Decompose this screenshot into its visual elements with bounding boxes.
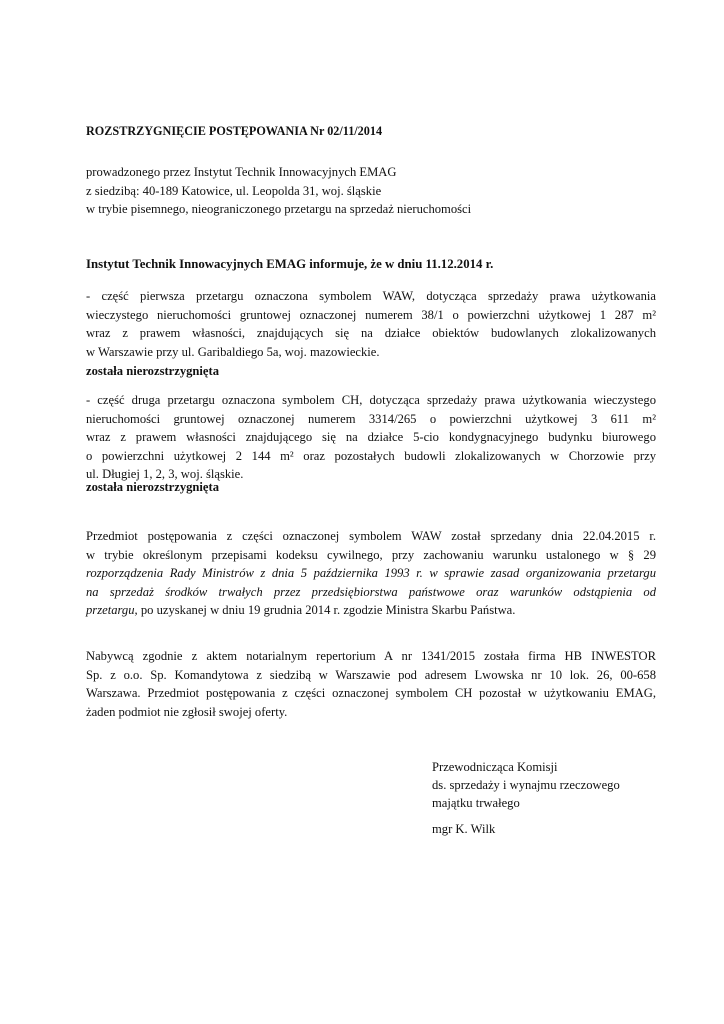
paragraph-line: Warszawa. Przedmiot postępowania z części oznaczonej symbolem CH pozostał w użytkowaniu EMAG, [86,686,656,700]
paragraph-line: wraz z prawem własności, znajdujących się na działce obiektów budowlanych zlokalizowanych [86,326,656,340]
paragraph-line: wraz z prawem własności znajdującego się na działce 5-cio kondygnacyjnego budynku biurowego [86,430,656,444]
signature-role: Przewodnicząca Komisji [432,760,558,774]
paragraph-line: w Warszawie przy ul. Garibaldiego 5a, woj. mazowieckie. [86,344,380,359]
intro-line: prowadzonego przez Instytut Technik Innowacyjnych EMAG [86,165,397,179]
italic-text: na sprzedaż środków trwałych przez przedsiębiorstwa państwowe oraz warunków odstąpienia od [86,584,656,599]
paragraph-line: - część druga przetargu oznaczona symbolem CH, dotycząca sprzedaży prawa użytkowania wieczystego [86,393,656,407]
paragraph-line-italic [86,564,656,583]
paragraph-line: żaden podmiot nie zgłosił swojej oferty. [86,704,288,719]
buyer-paragraph [86,647,656,721]
signature-role: ds. sprzedaży i wynajmu rzeczowego [432,778,620,792]
paragraph-line: w trybie określonym przepisami kodeksu cywilnego, przy zachowaniu warunku ustalonego w § 29 [86,547,656,562]
intro-section [86,163,656,219]
title-text: ROZSTRZYGNIĘCIE POSTĘPOWANIA Nr 02/11/2014 [86,124,383,138]
informs-text: Instytut Technik Innowacyjnych EMAG informuje, że w dniu 11.12.2014 r. [86,257,494,271]
paragraph-line: Nabywcą zgodnie z aktem notarialnym repertorium A nr 1341/2015 została firma HB INWESTOR [86,649,656,663]
paragraph-line [86,601,656,620]
plain-text: po uzyskanej w dniu 19 grudnia 2014 r. zgodzie Ministra Skarbu Państwa. [137,603,516,617]
part-one-paragraph [86,287,656,361]
intro-line: z siedzibą: 40-189 Katowice, ul. Leopolda 31, woj. śląskie [86,183,382,198]
part-two-paragraph [86,391,656,484]
status-text: została nierozstrzygnięta [86,364,220,378]
italic-text: przetargu, [86,603,138,617]
document-title [86,122,656,141]
paragraph-line: ul. Długiej 1, 2, 3, woj. śląskie. [86,467,244,481]
paragraph-line: - część pierwsza przetargu oznaczona symbolem WAW, dotycząca sprzedaży prawa użytkowania [86,289,656,303]
part-two-status [86,478,656,497]
italic-text: rozporządzenia Rady Ministrów z dnia 5 października 1993 r. w sprawie zasad organizowania przetargu [86,566,656,580]
status-text: została nierozstrzygnięta [86,480,220,494]
intro-line: w trybie pisemnego, nieograniczonego przetargu na sprzedaż nieruchomości [86,202,472,216]
paragraph-line: nieruchomości gruntowej oznaczonej numerem 3314/265 o powierzchni użytkowej 3 611 m² [86,411,656,426]
informs-heading [86,255,656,274]
signature-block [432,758,672,838]
paragraph-line: o powierzchni użytkowej 2 144 m² oraz pozostałych budowli zlokalizowanych w Chorzowie przy [86,448,656,463]
paragraph-line: Przedmiot postępowania z części oznaczonej symbolem WAW został sprzedany dnia 22.04.2015 r. [86,529,656,543]
part-one-status [86,362,656,381]
sale-paragraph [86,527,656,620]
paragraph-line: Sp. z o.o. Sp. Komandytowa z siedzibą w Warszawie pod adresem Lwowska nr 10 lok. 26, 00-658 [86,667,656,682]
paragraph-line: wieczystego nieruchomości gruntowej oznaczonej numerem 38/1 o powierzchni użytkowej 1 287 m² [86,307,656,322]
signature-role: majątku trwałego [432,796,520,810]
paragraph-line-italic [86,583,656,602]
signatory-name: mgr K. Wilk [432,822,496,836]
